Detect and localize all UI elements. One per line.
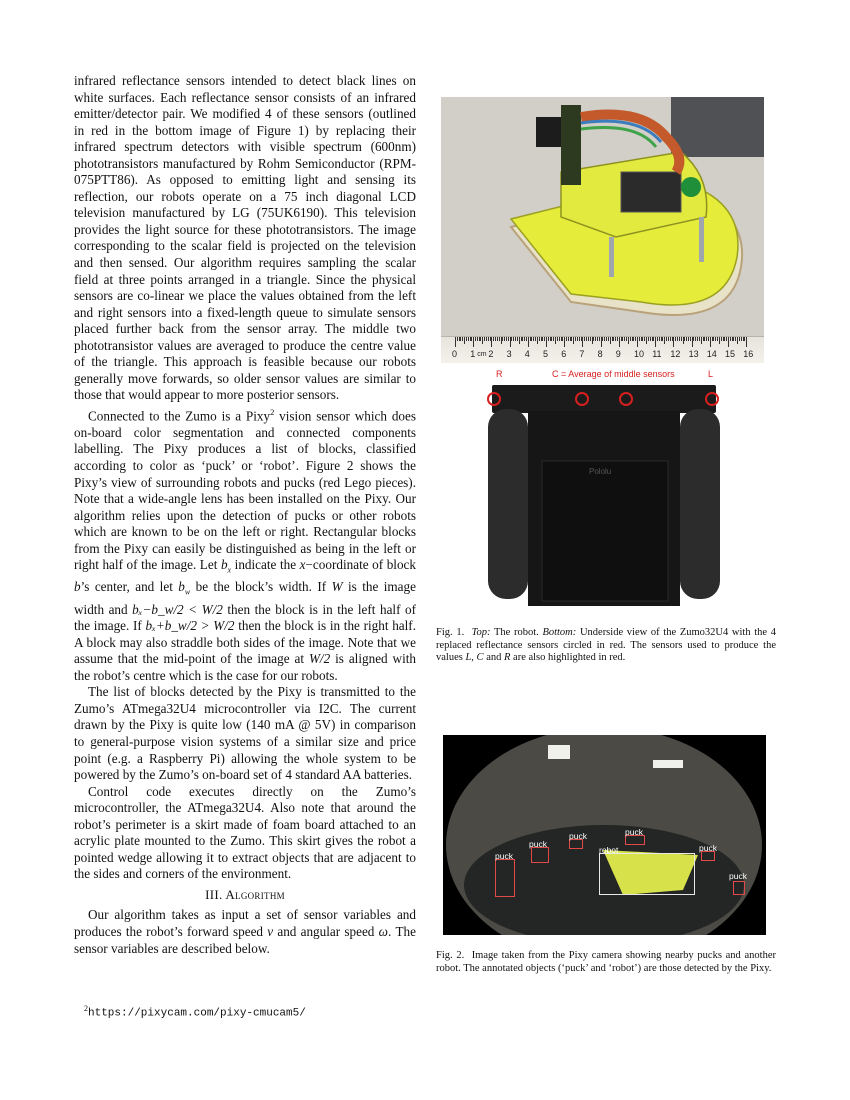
puck-label: puck	[699, 843, 717, 853]
ruler-number: 13	[688, 349, 699, 359]
footnote-url: https://pixycam.com/pixy-cmucam5/	[88, 1007, 306, 1020]
ruler-number: 16	[743, 349, 754, 359]
label-r: R	[496, 369, 503, 379]
ruler-number: 2	[488, 349, 494, 359]
ruler-number: 5	[543, 349, 549, 359]
figure1-underside	[484, 371, 724, 611]
footnote-mark: 2	[84, 1004, 88, 1013]
puck-label: puck	[625, 827, 643, 837]
math-cond-right: bₓ+b_w/2 > W/2	[145, 618, 235, 634]
paragraph-2: Connected to the Zumo is a Pixy$^2$ vision sensor which does on-board color segmentation and connected components labelling. The Pixy produces a list of blocks, classified according to color as ‘puck’ or ‘robot’. Figure 2 shows the Pixy’s view of surrounding robots and pucks (red Lego pieces). Note that a wide-angle lens has been installed on the Pixy. Our algorithm relies upon the detection of pucks or other robots which are known to be on the left or right. Rectangular blocks from the Pixy can easily be distinguished as being in the left or right half of the image. Let $b_x$ indicate the x−coordinate of block b’s center, and let $b_w$ be the block’s width. If W is the image width and bₓ−b_w/2 < W/2 then the block is in the left half of the image. If bₓ+b_w/2 > W/2 then the block is in the right half. A block may also straddle both sides of the image. Note that we assume that the mid-point of the image at W/2 is aligned with the robot’s centre which is the case for our robots.	[74, 406, 417, 683]
ruler-number: 10	[634, 349, 645, 359]
ruler-number: 11	[652, 349, 662, 359]
puck-label: puck	[569, 831, 587, 841]
left-column	[74, 73, 416, 957]
underside-illustration	[484, 371, 724, 611]
puck-box	[733, 881, 745, 895]
ruler-number: 9	[615, 349, 621, 359]
ruler-number: 1	[470, 349, 476, 359]
pololu-brand: Pololu	[589, 467, 612, 476]
figure2-pixy-view	[443, 735, 766, 935]
ruler-number: 8	[597, 349, 603, 359]
figure1-caption: Fig. 1. Top: The robot. Bottom: Underside view of the Zumo32U4 with the 4 replaced reflectance sensors circled in red. The sensors used to produce the values L, C and R are also highlighted in red.	[436, 627, 777, 664]
math-bw: $b_w$	[178, 579, 191, 598]
puck-label: puck	[495, 851, 513, 861]
ruler-unit: cm	[477, 351, 487, 358]
ruler-number: 6	[561, 349, 567, 359]
puck-box	[495, 859, 515, 897]
label-l: L	[708, 369, 714, 379]
ruler-number: 12	[670, 349, 681, 359]
robot-box	[599, 853, 695, 895]
robot-label: robot	[599, 845, 619, 855]
label-c: C = Average of middle sensors	[552, 369, 675, 379]
section-heading: III. Algorithm	[205, 886, 285, 902]
robot-illustration	[441, 97, 764, 362]
ruler-number: 0	[452, 349, 458, 359]
puck-box	[531, 847, 549, 863]
ruler	[441, 336, 764, 363]
puck-label: puck	[529, 839, 547, 849]
ruler-number: 7	[579, 349, 585, 359]
pixy-illustration	[443, 735, 766, 935]
paragraph-4: Control code executes directly on the Zumo’s microcontroller, the ATmega32U4. Also note that around the robot’s perimeter is a skirt made of foam board attached to an acrylic plate mounted to the Zumo. This skirt gives the robot a pointed wedge allowing it to extract objects that are adjacent to the sides and corners of the environment.	[74, 783, 416, 882]
footnote	[84, 1004, 306, 1020]
paragraph-5: Our algorithm takes as input a set of sensor variables and produces the robot’s forward speed v and angular speed ω. The sensor variables are described below.	[74, 907, 416, 956]
ruler-number: 3	[506, 349, 512, 359]
math-bx: $b_x$	[220, 557, 232, 575]
ruler-number: 15	[725, 349, 736, 359]
figure2-caption: Fig. 2. Image taken from the Pixy camera showing nearby pucks and another robot. The annotated objects (‘puck’ and ‘robot’) are those detected by the Pixy.	[436, 950, 776, 974]
puck-label: puck	[729, 871, 747, 881]
ruler-number: 4	[524, 349, 530, 359]
paragraph-1: infrared reflectance sensors intended to detect black lines on white surfaces. Each reflectance sensor consists of an infrared emitter/detector pair. We modified 4 of these sensors (outlined in red in the bottom image of Figure 1) by replacing their infrared spectrum detectors with visible spectrum (600nm) phototransistors manufactured by Rohm Semiconductor (RPM-075PTT86). As opposed to emitting light and sensing its reflection, our robots operate on a 75 inch diagonal LCD television manufactured by LG (75UK6190). This television provides the light source for these phototransistors. The image corresponding to the scalar field is projected on the television and then sensed. Our algorithm requires sampling the scalar field at three points arranged in a triangle. Since the physical sensors are co-linear we place the values obtained from the left and right sensors into a fixed-length queue to simulate sensors placed further back from the sensor array. The middle two phototransistor values are averaged to produce the centre value of the triangle. This approach is feasible because our robots generally move forwards, so older sensor values are similar to those that would appear to more posterior sensors.	[74, 73, 416, 403]
paragraph-3: The list of blocks detected by the Pixy is transmitted to the Zumo’s ATmega32U4 microcontroller via I2C. The current drawn by the Pixy is quite low (140 mA @ 5V) in comparison to general-purpose vision systems of a similar size and price point (e.g. a Raspberry Pi) allowing the whole system to be powered by the Zumo’s on-board set of 4 standard AA batteries.	[74, 684, 416, 783]
math-cond-left: bₓ−b_w/2 < W/2	[132, 601, 223, 617]
ruler-number: 14	[706, 349, 717, 359]
ruler-major-tick	[746, 337, 747, 347]
figure1-robot-photo	[441, 97, 764, 362]
